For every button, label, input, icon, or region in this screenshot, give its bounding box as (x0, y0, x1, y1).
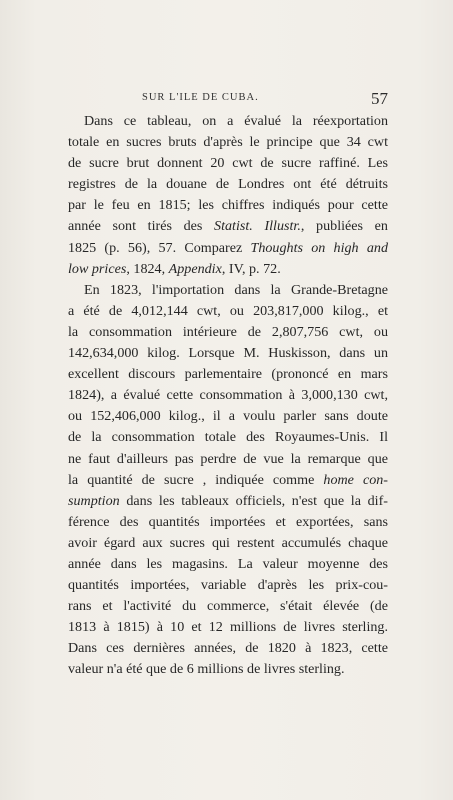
page-number: 57 (371, 89, 388, 108)
text-line: totale en sucres bruts d'après le principe que 34 cwt (68, 134, 388, 151)
text-line: valeur n'a été que de 6 millions de livres sterling. (68, 661, 345, 678)
text-line: année sont tirés des Statist. Illustr., publiées en (68, 218, 388, 235)
text-line: 1813 à 1815) à 10 et 12 millions de livres sterling. (68, 619, 388, 636)
text-line: 1825 (p. 56), 57. Comparez Thoughts on high and (68, 239, 388, 256)
text-line: ne faut d'ailleurs pas perdre de vue la remarque que (68, 450, 388, 467)
text-line: Dans ce tableau, on a évalué la réexportation (84, 113, 388, 129)
text-line: a été de 4,012,144 cwt, ou 203,817,000 kilog., et (68, 302, 388, 319)
text-line: année dans les magasins. La valeur moyenne des (68, 555, 388, 572)
text-line: Dans ces dernières années, de 1820 à 1823, cette (68, 640, 388, 657)
italic-text: Thoughts on high and (250, 239, 388, 256)
text-line: En 1823, l'importation dans la Grande-Bretagne (84, 281, 388, 298)
text-line: ou 152,406,000 kilog., il a voulu parler sans doute (68, 408, 388, 425)
text-line: avoir égard aux sucres qui restent accumulés chaque (68, 534, 388, 551)
text-line: de sucre brut donnent 20 cwt de sucre raffiné. Les (68, 155, 388, 172)
italic-text: Statist. Illustr. (214, 218, 301, 235)
text-line: 142,634,000 kilog. Lorsque M. Huskisson, dans un (68, 345, 388, 362)
text-line: 1824), a évalué cette consommation à 3,000,130 cwt, (68, 387, 388, 404)
paragraph (68, 280, 388, 681)
text-line: par le feu en 1815; les chiffres indiqués pour cette (68, 197, 388, 214)
running-header (142, 90, 388, 110)
text-line: low prices, 1824, Appendix, IV, p. 72. (68, 260, 281, 277)
text-line: excellent discours parlementaire (prononcé en mars (68, 366, 388, 383)
text-line: de la consommation totale des Royaumes-Unis. Il (68, 429, 388, 446)
paragraph (68, 111, 388, 280)
text-line: quantités importées, variable d'après les prix-cou- (68, 577, 388, 594)
text-line: la quantité de sucre , indiquée comme home con- (68, 471, 388, 488)
body-text (68, 111, 388, 681)
text-line: registres de la douane de Londres ont été détruits (68, 176, 388, 193)
italic-text: sumption (68, 492, 120, 509)
italic-text: home con- (323, 471, 388, 488)
text-line: rans et l'activité du commerce, s'était élevée (de (68, 598, 388, 615)
text-line: férence des quantités importées et exportées, sans (68, 513, 388, 530)
italic-text: Appendix (168, 260, 222, 277)
text-line: la consommation intérieure de 2,807,756 cwt, ou (68, 323, 388, 340)
text-line: sumption dans les tableaux officiels, n'est que la dif- (68, 492, 388, 509)
header-title: SUR L'ILE DE CUBA. (142, 92, 259, 103)
italic-text: low prices (68, 260, 127, 277)
